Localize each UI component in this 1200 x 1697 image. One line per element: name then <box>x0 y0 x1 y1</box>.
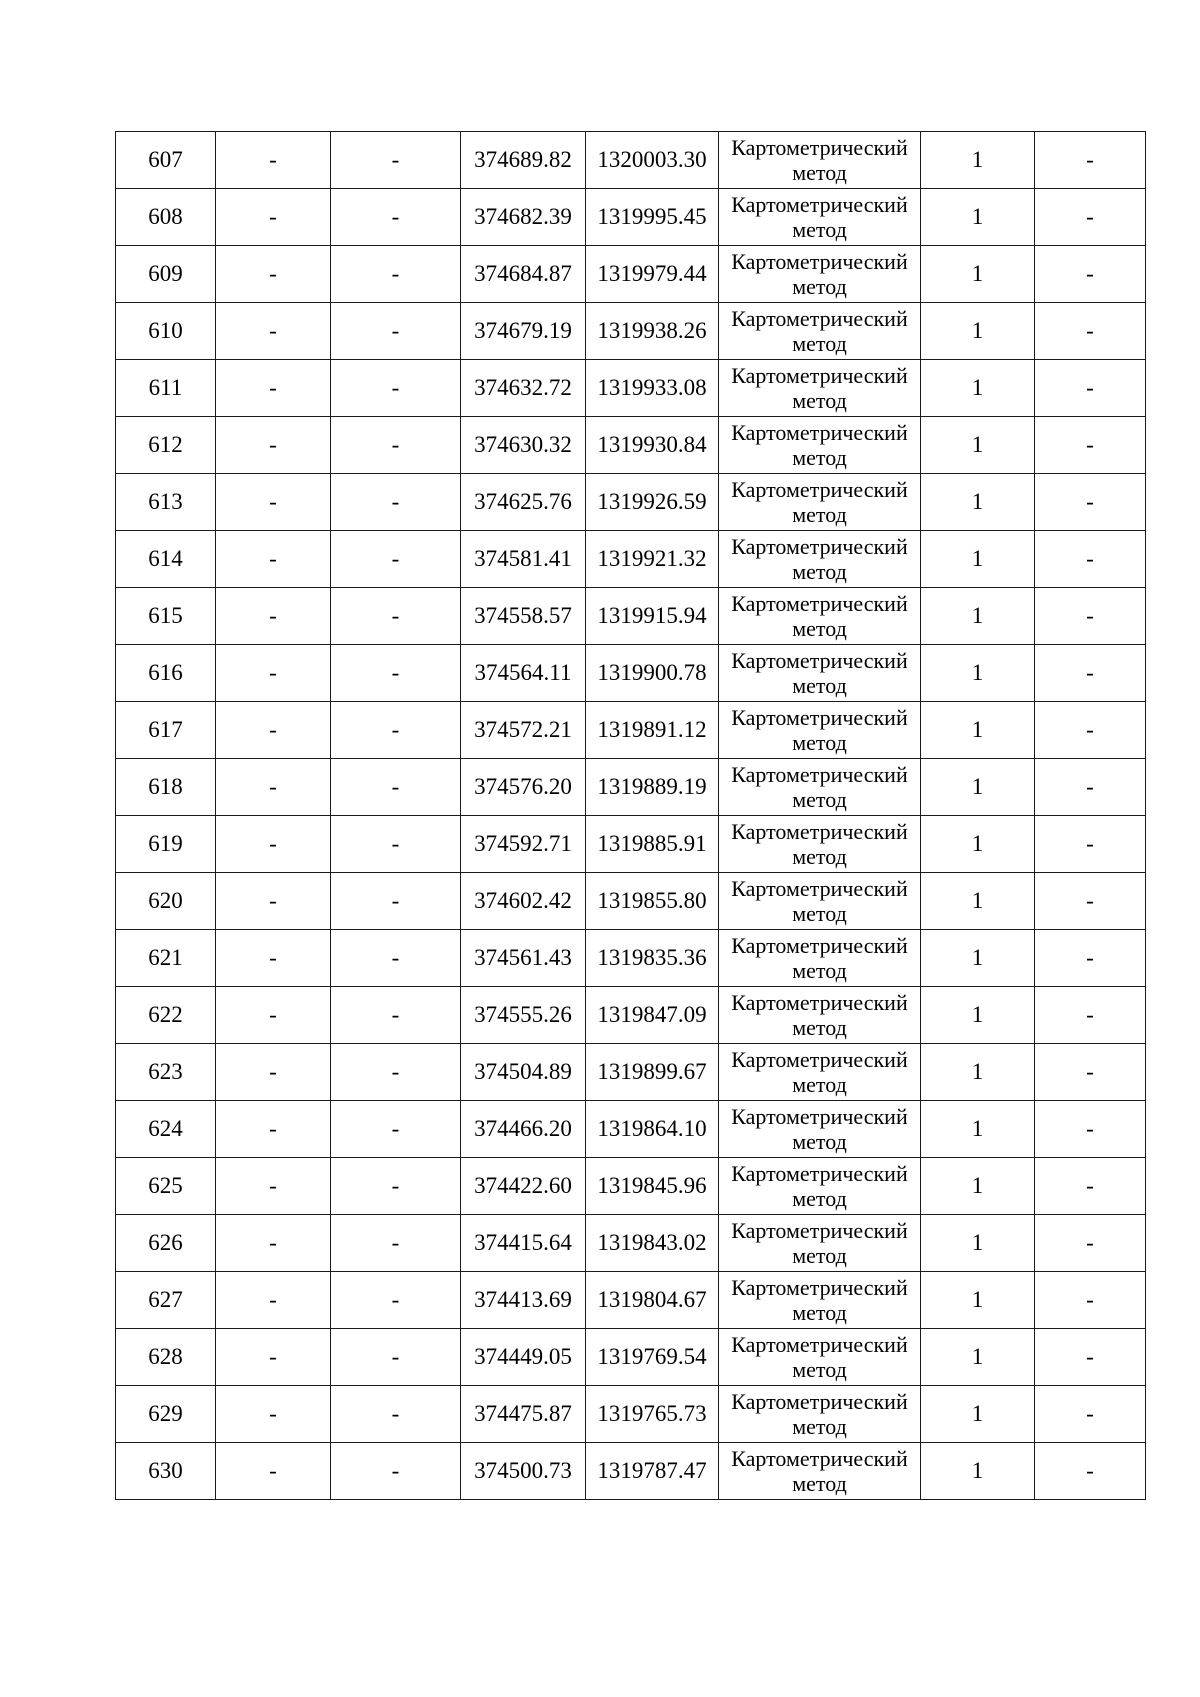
y-coordinate-cell: 1319938.26 <box>586 303 719 360</box>
y-coordinate-cell: 1319864.10 <box>586 1101 719 1158</box>
y-coordinate-cell: 1319787.47 <box>586 1443 719 1500</box>
empty-dash-cell: - <box>331 645 461 702</box>
dash-cell: - <box>1035 1215 1146 1272</box>
table-row <box>116 645 1146 702</box>
empty-dash-cell: - <box>216 474 331 531</box>
empty-dash-cell: - <box>331 930 461 987</box>
method-label-line2: метод <box>792 787 847 812</box>
x-coordinate-cell: 374625.76 <box>461 474 586 531</box>
point-number-cell: 623 <box>116 1044 216 1101</box>
point-number-cell: 614 <box>116 531 216 588</box>
point-number-cell: 613 <box>116 474 216 531</box>
method-label-line1: Картометрический <box>731 1332 908 1357</box>
empty-dash-cell: - <box>216 246 331 303</box>
y-coordinate-cell: 1319765.73 <box>586 1386 719 1443</box>
empty-dash-cell: - <box>216 588 331 645</box>
method-cell <box>719 873 921 930</box>
empty-dash-cell: - <box>216 1329 331 1386</box>
y-coordinate-cell: 1319933.08 <box>586 360 719 417</box>
method-cell <box>719 189 921 246</box>
dash-cell: - <box>1035 303 1146 360</box>
method-label-line2: метод <box>792 160 847 185</box>
empty-dash-cell: - <box>216 930 331 987</box>
empty-dash-cell: - <box>216 873 331 930</box>
method-cell <box>719 1386 921 1443</box>
x-coordinate-cell: 374500.73 <box>461 1443 586 1500</box>
empty-dash-cell: - <box>331 246 461 303</box>
table-row <box>116 1158 1146 1215</box>
table-row <box>116 1272 1146 1329</box>
point-number-cell: 621 <box>116 930 216 987</box>
empty-dash-cell: - <box>331 1044 461 1101</box>
accuracy-cell: 1 <box>921 816 1035 873</box>
empty-dash-cell: - <box>331 1215 461 1272</box>
method-cell <box>719 360 921 417</box>
empty-dash-cell: - <box>216 531 331 588</box>
method-label-line1: Картометрический <box>731 477 908 502</box>
method-label-line2: метод <box>792 730 847 755</box>
point-number-cell: 609 <box>116 246 216 303</box>
dash-cell: - <box>1035 360 1146 417</box>
empty-dash-cell: - <box>331 360 461 417</box>
accuracy-cell: 1 <box>921 1386 1035 1443</box>
dash-cell: - <box>1035 474 1146 531</box>
empty-dash-cell: - <box>331 417 461 474</box>
empty-dash-cell: - <box>331 987 461 1044</box>
table-row <box>116 1101 1146 1158</box>
y-coordinate-cell: 1319915.94 <box>586 588 719 645</box>
empty-dash-cell: - <box>331 474 461 531</box>
empty-dash-cell: - <box>216 1443 331 1500</box>
x-coordinate-cell: 374422.60 <box>461 1158 586 1215</box>
y-coordinate-cell: 1319899.67 <box>586 1044 719 1101</box>
empty-dash-cell: - <box>216 1101 331 1158</box>
accuracy-cell: 1 <box>921 246 1035 303</box>
method-label-line2: метод <box>792 844 847 869</box>
method-label-line1: Картометрический <box>731 876 908 901</box>
empty-dash-cell: - <box>331 588 461 645</box>
point-number-cell: 628 <box>116 1329 216 1386</box>
x-coordinate-cell: 374449.05 <box>461 1329 586 1386</box>
accuracy-cell: 1 <box>921 702 1035 759</box>
coordinates-table <box>115 131 1146 1500</box>
table-row <box>116 132 1146 189</box>
accuracy-cell: 1 <box>921 588 1035 645</box>
empty-dash-cell: - <box>331 1158 461 1215</box>
dash-cell: - <box>1035 1386 1146 1443</box>
point-number-cell: 607 <box>116 132 216 189</box>
empty-dash-cell: - <box>331 531 461 588</box>
table-row <box>116 474 1146 531</box>
method-label-line2: метод <box>792 1471 847 1496</box>
dash-cell: - <box>1035 1329 1146 1386</box>
point-number-cell: 610 <box>116 303 216 360</box>
accuracy-cell: 1 <box>921 1044 1035 1101</box>
accuracy-cell: 1 <box>921 417 1035 474</box>
empty-dash-cell: - <box>216 759 331 816</box>
empty-dash-cell: - <box>331 702 461 759</box>
method-cell <box>719 474 921 531</box>
dash-cell: - <box>1035 930 1146 987</box>
empty-dash-cell: - <box>216 816 331 873</box>
method-cell <box>719 702 921 759</box>
point-number-cell: 629 <box>116 1386 216 1443</box>
empty-dash-cell: - <box>216 1215 331 1272</box>
empty-dash-cell: - <box>216 1158 331 1215</box>
accuracy-cell: 1 <box>921 645 1035 702</box>
table-row <box>116 930 1146 987</box>
empty-dash-cell: - <box>216 645 331 702</box>
table-row <box>116 360 1146 417</box>
table-row <box>116 816 1146 873</box>
point-number-cell: 616 <box>116 645 216 702</box>
accuracy-cell: 1 <box>921 132 1035 189</box>
table-row <box>116 702 1146 759</box>
y-coordinate-cell: 1319845.96 <box>586 1158 719 1215</box>
method-cell <box>719 1329 921 1386</box>
method-label-line1: Картометрический <box>731 135 908 160</box>
method-label-line2: метод <box>792 901 847 926</box>
method-label-line2: метод <box>792 445 847 470</box>
y-coordinate-cell: 1319979.44 <box>586 246 719 303</box>
y-coordinate-cell: 1319926.59 <box>586 474 719 531</box>
x-coordinate-cell: 374504.89 <box>461 1044 586 1101</box>
table-row <box>116 1329 1146 1386</box>
table-row <box>116 1215 1146 1272</box>
x-coordinate-cell: 374632.72 <box>461 360 586 417</box>
empty-dash-cell: - <box>331 132 461 189</box>
table-row <box>116 1443 1146 1500</box>
empty-dash-cell: - <box>216 702 331 759</box>
y-coordinate-cell: 1319900.78 <box>586 645 719 702</box>
dash-cell: - <box>1035 417 1146 474</box>
y-coordinate-cell: 1320003.30 <box>586 132 719 189</box>
method-label-line2: метод <box>792 1357 847 1382</box>
y-coordinate-cell: 1319930.84 <box>586 417 719 474</box>
point-number-cell: 627 <box>116 1272 216 1329</box>
method-label-line1: Картометрический <box>731 1104 908 1129</box>
accuracy-cell: 1 <box>921 1101 1035 1158</box>
method-cell <box>719 531 921 588</box>
y-coordinate-cell: 1319769.54 <box>586 1329 719 1386</box>
method-label-line2: метод <box>792 616 847 641</box>
method-cell <box>719 417 921 474</box>
method-label-line1: Картометрический <box>731 1275 908 1300</box>
empty-dash-cell: - <box>216 132 331 189</box>
empty-dash-cell: - <box>331 1443 461 1500</box>
empty-dash-cell: - <box>216 1044 331 1101</box>
method-label-line1: Картометрический <box>731 591 908 616</box>
x-coordinate-cell: 374466.20 <box>461 1101 586 1158</box>
method-label-line1: Картометрический <box>731 1389 908 1414</box>
x-coordinate-cell: 374689.82 <box>461 132 586 189</box>
x-coordinate-cell: 374564.11 <box>461 645 586 702</box>
method-cell <box>719 987 921 1044</box>
empty-dash-cell: - <box>331 1386 461 1443</box>
accuracy-cell: 1 <box>921 1443 1035 1500</box>
method-label-line1: Картометрический <box>731 534 908 559</box>
empty-dash-cell: - <box>216 1272 331 1329</box>
method-cell <box>719 1443 921 1500</box>
empty-dash-cell: - <box>216 360 331 417</box>
dash-cell: - <box>1035 1443 1146 1500</box>
dash-cell: - <box>1035 987 1146 1044</box>
accuracy-cell: 1 <box>921 1329 1035 1386</box>
method-label-line2: метод <box>792 1300 847 1325</box>
empty-dash-cell: - <box>331 759 461 816</box>
empty-dash-cell: - <box>216 1386 331 1443</box>
method-label-line1: Картометрический <box>731 420 908 445</box>
empty-dash-cell: - <box>331 189 461 246</box>
method-cell <box>719 588 921 645</box>
dash-cell: - <box>1035 1158 1146 1215</box>
table-row <box>116 246 1146 303</box>
x-coordinate-cell: 374576.20 <box>461 759 586 816</box>
method-label-line2: метод <box>792 1129 847 1154</box>
y-coordinate-cell: 1319804.67 <box>586 1272 719 1329</box>
dash-cell: - <box>1035 189 1146 246</box>
x-coordinate-cell: 374415.64 <box>461 1215 586 1272</box>
method-cell <box>719 132 921 189</box>
point-number-cell: 622 <box>116 987 216 1044</box>
table-row <box>116 1044 1146 1101</box>
method-cell <box>719 930 921 987</box>
method-label-line2: метод <box>792 958 847 983</box>
point-number-cell: 611 <box>116 360 216 417</box>
method-label-line2: метод <box>792 559 847 584</box>
method-label-line2: метод <box>792 1414 847 1439</box>
method-label-line1: Картометрический <box>731 1047 908 1072</box>
x-coordinate-cell: 374558.57 <box>461 588 586 645</box>
point-number-cell: 619 <box>116 816 216 873</box>
y-coordinate-cell: 1319921.32 <box>586 531 719 588</box>
method-cell <box>719 303 921 360</box>
accuracy-cell: 1 <box>921 474 1035 531</box>
empty-dash-cell: - <box>331 1272 461 1329</box>
accuracy-cell: 1 <box>921 987 1035 1044</box>
y-coordinate-cell: 1319889.19 <box>586 759 719 816</box>
method-label-line2: метод <box>792 217 847 242</box>
method-cell <box>719 1215 921 1272</box>
accuracy-cell: 1 <box>921 303 1035 360</box>
empty-dash-cell: - <box>331 1101 461 1158</box>
point-number-cell: 615 <box>116 588 216 645</box>
method-label-line1: Картометрический <box>731 990 908 1015</box>
method-label-line1: Картометрический <box>731 363 908 388</box>
table-row <box>116 873 1146 930</box>
x-coordinate-cell: 374684.87 <box>461 246 586 303</box>
accuracy-cell: 1 <box>921 360 1035 417</box>
method-label-line2: метод <box>792 331 847 356</box>
point-number-cell: 625 <box>116 1158 216 1215</box>
accuracy-cell: 1 <box>921 531 1035 588</box>
x-coordinate-cell: 374679.19 <box>461 303 586 360</box>
accuracy-cell: 1 <box>921 189 1035 246</box>
empty-dash-cell: - <box>216 417 331 474</box>
empty-dash-cell: - <box>331 873 461 930</box>
table-row <box>116 189 1146 246</box>
empty-dash-cell: - <box>216 987 331 1044</box>
table-row <box>116 417 1146 474</box>
dash-cell: - <box>1035 588 1146 645</box>
accuracy-cell: 1 <box>921 1215 1035 1272</box>
empty-dash-cell: - <box>331 816 461 873</box>
point-number-cell: 630 <box>116 1443 216 1500</box>
x-coordinate-cell: 374572.21 <box>461 702 586 759</box>
method-label-line2: метод <box>792 1186 847 1211</box>
x-coordinate-cell: 374413.69 <box>461 1272 586 1329</box>
method-label-line2: метод <box>792 388 847 413</box>
dash-cell: - <box>1035 759 1146 816</box>
table-row <box>116 303 1146 360</box>
y-coordinate-cell: 1319835.36 <box>586 930 719 987</box>
method-label-line2: метод <box>792 1243 847 1268</box>
dash-cell: - <box>1035 1044 1146 1101</box>
accuracy-cell: 1 <box>921 930 1035 987</box>
method-cell <box>719 759 921 816</box>
table-row <box>116 759 1146 816</box>
dash-cell: - <box>1035 702 1146 759</box>
empty-dash-cell: - <box>331 1329 461 1386</box>
x-coordinate-cell: 374630.32 <box>461 417 586 474</box>
y-coordinate-cell: 1319843.02 <box>586 1215 719 1272</box>
point-number-cell: 620 <box>116 873 216 930</box>
method-label-line1: Картометрический <box>731 762 908 787</box>
method-label-line1: Картометрический <box>731 249 908 274</box>
method-cell <box>719 1044 921 1101</box>
y-coordinate-cell: 1319847.09 <box>586 987 719 1044</box>
method-label-line1: Картометрический <box>731 1446 908 1471</box>
accuracy-cell: 1 <box>921 873 1035 930</box>
x-coordinate-cell: 374602.42 <box>461 873 586 930</box>
dash-cell: - <box>1035 1272 1146 1329</box>
method-label-line1: Картометрический <box>731 705 908 730</box>
method-label-line1: Картометрический <box>731 192 908 217</box>
method-cell <box>719 1158 921 1215</box>
accuracy-cell: 1 <box>921 1272 1035 1329</box>
x-coordinate-cell: 374682.39 <box>461 189 586 246</box>
method-label-line1: Картометрический <box>731 648 908 673</box>
dash-cell: - <box>1035 246 1146 303</box>
dash-cell: - <box>1035 1101 1146 1158</box>
table-row <box>116 1386 1146 1443</box>
method-label-line2: метод <box>792 274 847 299</box>
x-coordinate-cell: 374561.43 <box>461 930 586 987</box>
y-coordinate-cell: 1319885.91 <box>586 816 719 873</box>
table-row <box>116 588 1146 645</box>
y-coordinate-cell: 1319995.45 <box>586 189 719 246</box>
dash-cell: - <box>1035 873 1146 930</box>
point-number-cell: 608 <box>116 189 216 246</box>
method-cell <box>719 246 921 303</box>
method-label-line1: Картометрический <box>731 819 908 844</box>
x-coordinate-cell: 374555.26 <box>461 987 586 1044</box>
method-label-line2: метод <box>792 1072 847 1097</box>
x-coordinate-cell: 374581.41 <box>461 531 586 588</box>
dash-cell: - <box>1035 645 1146 702</box>
y-coordinate-cell: 1319891.12 <box>586 702 719 759</box>
dash-cell: - <box>1035 816 1146 873</box>
method-label-line1: Картометрический <box>731 933 908 958</box>
method-label-line1: Картометрический <box>731 1218 908 1243</box>
table-row <box>116 987 1146 1044</box>
method-label-line2: метод <box>792 673 847 698</box>
x-coordinate-cell: 374475.87 <box>461 1386 586 1443</box>
y-coordinate-cell: 1319855.80 <box>586 873 719 930</box>
method-label-line1: Картометрический <box>731 1161 908 1186</box>
accuracy-cell: 1 <box>921 1158 1035 1215</box>
x-coordinate-cell: 374592.71 <box>461 816 586 873</box>
method-cell <box>719 1272 921 1329</box>
empty-dash-cell: - <box>331 303 461 360</box>
method-cell <box>719 1101 921 1158</box>
method-label-line2: метод <box>792 1015 847 1040</box>
method-label-line1: Картометрический <box>731 306 908 331</box>
point-number-cell: 618 <box>116 759 216 816</box>
dash-cell: - <box>1035 531 1146 588</box>
point-number-cell: 617 <box>116 702 216 759</box>
method-label-line2: метод <box>792 502 847 527</box>
point-number-cell: 626 <box>116 1215 216 1272</box>
accuracy-cell: 1 <box>921 759 1035 816</box>
table-row <box>116 531 1146 588</box>
point-number-cell: 612 <box>116 417 216 474</box>
method-cell <box>719 816 921 873</box>
empty-dash-cell: - <box>216 189 331 246</box>
method-cell <box>719 645 921 702</box>
point-number-cell: 624 <box>116 1101 216 1158</box>
dash-cell: - <box>1035 132 1146 189</box>
empty-dash-cell: - <box>216 303 331 360</box>
table-body <box>116 132 1146 1500</box>
